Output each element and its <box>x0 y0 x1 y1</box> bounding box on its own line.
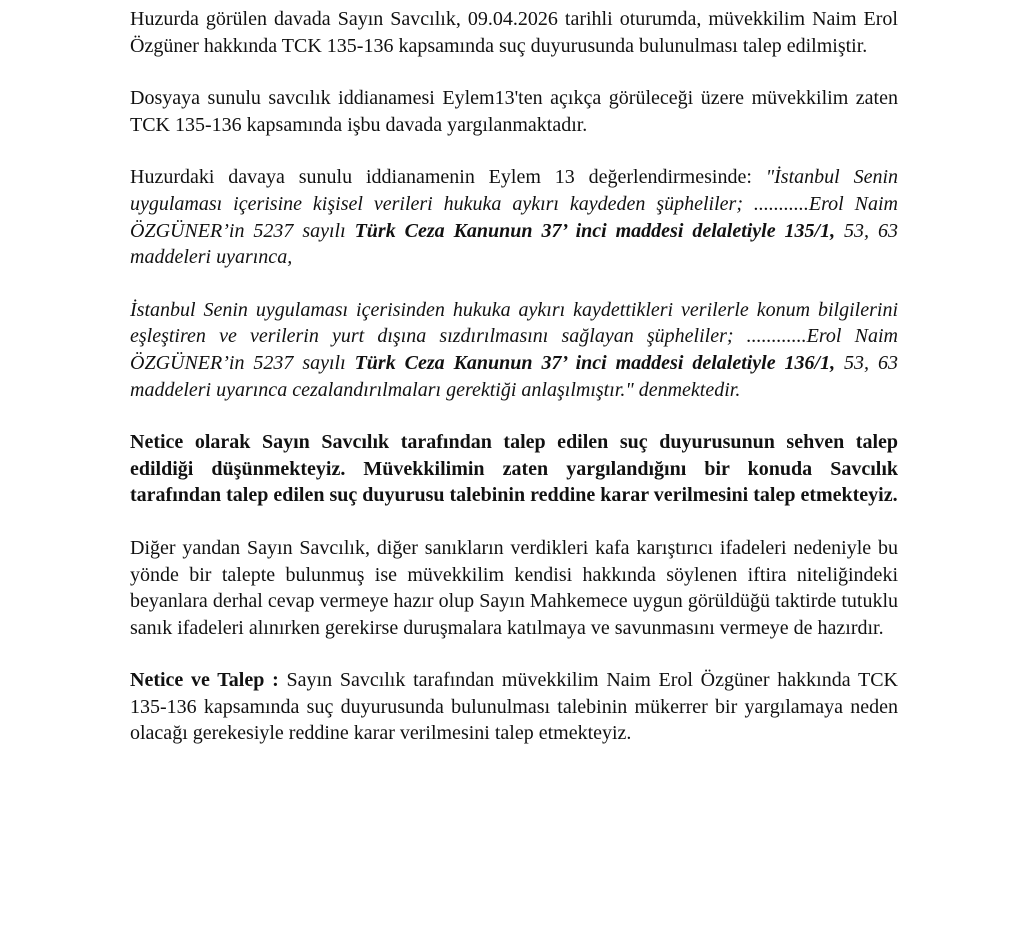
paragraph-readiness-text: Diğer yandan Sayın Savcılık, diğer sanıkların verdikleri kafa karıştırıcı ifadeleri nedeniyle bu yönde bir talepte bulunmuş ise müvekkilim kendisi hakkında söylenen iftira niteliğindeki beyanlara derhal cevap vermeye hazır olup Sayın Mahkemece uygun görüldüğü taktirde tutuklu sanık ifadeleri alınırken gerekirse duruşmalara katılmaya ve savunmasını vermeye de hazırdır. <box>130 536 898 639</box>
final-request-text: Sayın Savcılık tarafından müvekkilim Naim Erol Özgüner hakkında TCK 135-136 kapsamında suç duyurusunda bulunulması talebinin mükerrer bir yargılamaya neden olacağı gerekesiyle reddine karar verilmesini talep etmekteyiz. <box>130 669 898 745</box>
final-request-label: Netice ve Talep : <box>130 669 279 692</box>
quote-text-1: "İstanbul Senin uygulaması içerisine kişisel verileri hukuka aykırı kaydeden şüpheliler; ...........Erol Naim ÖZGÜNER’in 5237 sayılı <box>130 166 898 242</box>
paragraph-eylem13-quote <box>130 164 898 270</box>
paragraph-request <box>130 6 898 59</box>
quote-text-2: İstanbul Senin uygulaması içerisinden hukuka aykırı kaydettikleri verilerle konum bilgilerini eşleştiren ve verilerin yurt dışına sızdırılmasını sağlayan şüpheliler; ............Erol Naim ÖZGÜNER’in 5237 sayılı <box>130 298 898 374</box>
paragraph-final-request <box>130 667 898 747</box>
quote-text-1-end: 53, 63 maddeleri uyarınca, <box>130 219 898 269</box>
quote-intro: Huzurdaki davaya sunulu iddianamenin Eylem 13 değerlendirmesinde: <box>130 166 766 189</box>
paragraph-conclusion <box>130 429 898 509</box>
paragraph-conclusion-text: Netice olarak Sayın Savcılık tarafından talep edilen suç duyurusunun sehven talep edildiği düşünmekteyiz. Müvekkilimin zaten yargılandığını bir konuda Savcılık tarafından talep edilen suç duyurusu talebinin reddine karar verilmesini talep etmekteyiz. <box>130 431 898 507</box>
document-page <box>130 6 898 773</box>
paragraph-indictment-reference <box>130 85 898 138</box>
paragraph-eylem13-quote-cont <box>130 297 898 403</box>
quote-bold-article-1: Türk Ceza Kanunun 37’ inci maddesi delaletiyle 135/1, <box>354 219 836 242</box>
quote-tail: denmektedir. <box>633 378 741 401</box>
quote-text-2-end: 53, 63 maddeleri uyarınca cezalandırılmaları gerektiği anlaşılmıştır." <box>130 351 898 401</box>
paragraph-indictment-text: Dosyaya sunulu savcılık iddianamesi Eylem13'ten açıkça görüleceği üzere müvekkilim zaten TCK 135-136 kapsamında işbu davada yargılanmaktadır. <box>130 87 898 136</box>
paragraph-request-text: Huzurda görülen davada Sayın Savcılık, 09.04.2026 tarihli oturumda, müvekkilim Naim Erol Özgüner hakkında TCK 135-136 kapsamında suç duyurusunda bulunulması talep edilmiştir. <box>130 8 898 57</box>
paragraph-readiness <box>130 535 898 641</box>
quote-bold-article-2: Türk Ceza Kanunun 37’ inci maddesi delaletiyle 136/1, <box>354 351 836 374</box>
